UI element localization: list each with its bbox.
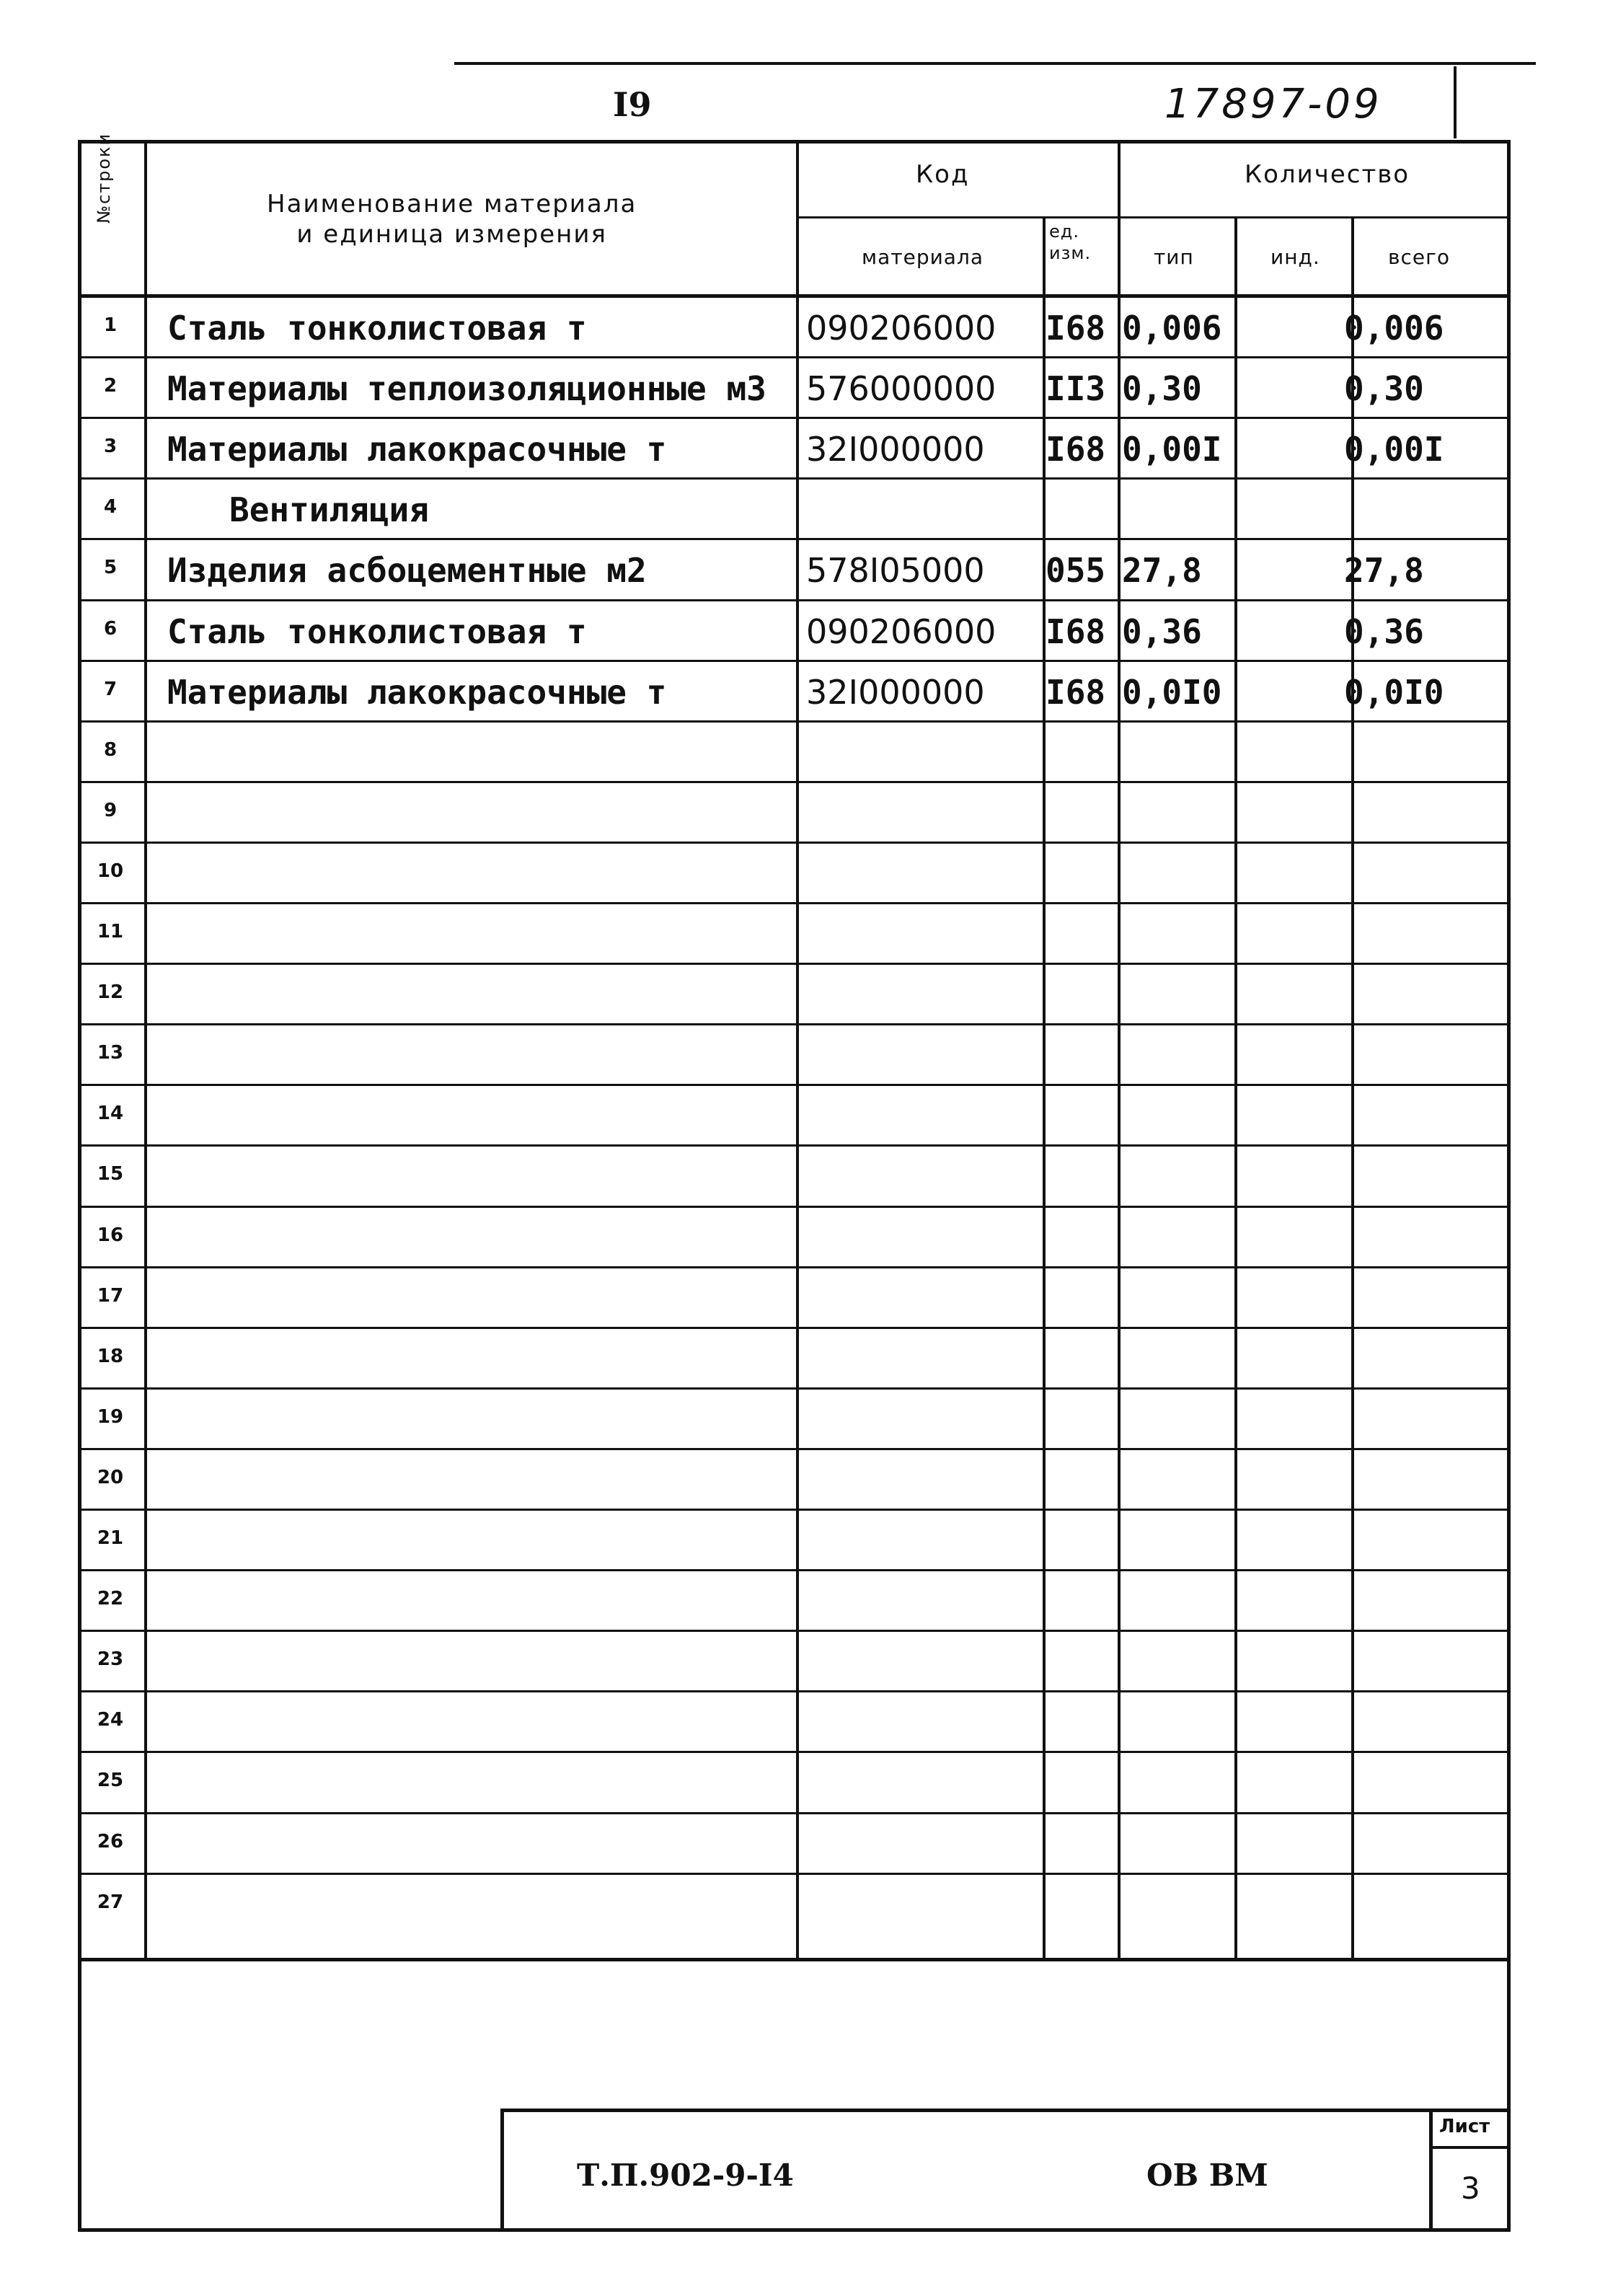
- page-number: I9: [613, 85, 652, 124]
- material-name: Сталь тонколистовая т: [167, 611, 587, 651]
- unit-code: 055: [1046, 551, 1106, 591]
- row-divider: [78, 538, 1511, 540]
- header-name-line2: и единица измерения: [296, 220, 607, 249]
- row-divider: [78, 417, 1511, 419]
- material-name: Изделия асбоцементные м2: [167, 551, 647, 591]
- row-divider: [78, 720, 1511, 723]
- frame-right: [1507, 140, 1511, 2231]
- material-name: Материалы теплоизоляционные м3: [167, 369, 766, 409]
- row-divider: [78, 599, 1511, 601]
- row-divider: [78, 1509, 1511, 1511]
- qty-total: 27,8: [1344, 551, 1424, 591]
- stamp-doc-code: Т.П.902-9-I4: [577, 2158, 794, 2193]
- material-name: Вентиляция: [229, 490, 429, 530]
- row-divider: [78, 1751, 1511, 1753]
- row-number: 13: [97, 1042, 124, 1064]
- header-qty-ind: инд.: [1270, 245, 1320, 269]
- stamp-section: ОВ ВМ: [1146, 2158, 1268, 2193]
- stamp-left-rule: [500, 2109, 504, 2231]
- row-divider: [78, 963, 1511, 965]
- stamp-top-rule: [500, 2109, 1510, 2112]
- table-bottom-rule: [78, 1958, 1511, 1961]
- row-number: 6: [103, 617, 118, 640]
- rownum-header-label: №строки: [94, 132, 114, 224]
- qty-total: 0,36: [1344, 611, 1424, 651]
- header-quantity: Количество: [1245, 160, 1410, 189]
- row-divider: [78, 1023, 1511, 1025]
- header-code-unit-line2: изм.: [1049, 243, 1092, 263]
- header-qty-total: всего: [1388, 245, 1450, 269]
- material-code: 32I000000: [806, 672, 985, 712]
- row-divider: [78, 842, 1511, 844]
- row-number: 8: [103, 738, 118, 761]
- row-number: 16: [97, 1224, 124, 1246]
- row-number: 20: [97, 1466, 124, 1488]
- row-divider: [78, 1144, 1511, 1147]
- row-number: 14: [97, 1103, 124, 1125]
- unit-code: I68: [1046, 672, 1106, 712]
- row-divider: [78, 1812, 1511, 1814]
- stamp-sheet-number: 3: [1461, 2171, 1480, 2206]
- header-subdivider-code: [799, 216, 1511, 218]
- material-code: 090206000: [806, 611, 996, 651]
- document-number: 17897-09: [1164, 81, 1382, 128]
- qty-total: 0,30: [1344, 369, 1424, 409]
- material-code: 32I000000: [806, 430, 985, 469]
- row-number: 22: [97, 1588, 124, 1610]
- column-divider: [144, 140, 147, 1960]
- qty-type: 0,0I0: [1122, 672, 1222, 712]
- row-number: 19: [97, 1405, 124, 1428]
- row-number: 3: [103, 436, 118, 458]
- unit-code: I68: [1046, 309, 1106, 348]
- frame-top: [78, 140, 1510, 144]
- row-divider: [78, 1084, 1511, 1086]
- material-name: Материалы лакокрасочные т: [167, 430, 667, 469]
- material-name: Материалы лакокрасочные т: [167, 672, 667, 712]
- material-code: 090206000: [806, 309, 996, 348]
- unit-code: I68: [1046, 430, 1106, 469]
- material-name: Сталь тонколистовая т: [167, 309, 587, 348]
- stamp-sheet-label: Лист: [1439, 2116, 1490, 2137]
- row-number: 24: [97, 1709, 124, 1731]
- row-divider: [78, 1387, 1511, 1390]
- qty-type: 0,30: [1122, 369, 1202, 409]
- row-divider: [78, 781, 1511, 783]
- row-number: 17: [97, 1284, 124, 1307]
- header-code-unit-line1: ед.: [1049, 221, 1079, 242]
- material-code: 578I05000: [806, 551, 985, 591]
- material-code: 576000000: [806, 369, 996, 409]
- header-code-unit: [1049, 221, 1091, 264]
- row-divider: [78, 1630, 1511, 1632]
- row-number: 18: [97, 1345, 124, 1367]
- header-bottom-rule: [78, 294, 1511, 298]
- row-number: 25: [97, 1770, 124, 1792]
- row-divider: [78, 1266, 1511, 1268]
- qty-type: 0,00I: [1122, 430, 1222, 469]
- column-divider: [1118, 140, 1121, 1960]
- row-divider: [78, 477, 1511, 480]
- row-number: 27: [97, 1891, 124, 1913]
- row-number: 23: [97, 1648, 124, 1671]
- header-code-material: материала: [862, 245, 984, 269]
- row-divider: [78, 356, 1511, 358]
- row-number: 10: [97, 860, 124, 882]
- row-divider: [78, 1690, 1511, 1692]
- header-qty-type: тип: [1154, 245, 1194, 269]
- row-number: 7: [103, 678, 118, 700]
- row-number: 2: [103, 375, 118, 397]
- top-rule: [454, 62, 1536, 65]
- unit-code: I68: [1046, 611, 1106, 651]
- column-divider: [796, 140, 799, 1960]
- row-divider: [78, 1448, 1511, 1450]
- row-number: 21: [97, 1527, 124, 1549]
- row-divider: [78, 660, 1511, 662]
- row-number: 15: [97, 1163, 124, 1185]
- row-divider: [78, 1873, 1511, 1875]
- row-number: 5: [103, 557, 118, 579]
- qty-type: 0,36: [1122, 611, 1202, 651]
- frame-bottom: [78, 2228, 1511, 2232]
- qty-total: 0,006: [1344, 309, 1444, 348]
- qty-total: 0,0I0: [1344, 672, 1444, 712]
- row-divider: [78, 1569, 1511, 1571]
- row-divider: [78, 902, 1511, 904]
- stamp-sheet-rule: [1429, 2146, 1510, 2149]
- qty-type: 27,8: [1122, 551, 1202, 591]
- qty-total: 0,00I: [1344, 430, 1444, 469]
- header-name: [267, 189, 637, 250]
- top-right-rule: [1454, 66, 1457, 138]
- row-number: 26: [97, 1830, 124, 1853]
- stamp-sheet-divider: [1429, 2109, 1433, 2231]
- row-number: 11: [97, 921, 124, 942]
- header-code: Код: [916, 160, 970, 189]
- row-divider: [78, 1327, 1511, 1329]
- row-number: 12: [97, 981, 124, 1004]
- header-name-line1: Наименование материала: [267, 190, 637, 218]
- qty-type: 0,006: [1122, 309, 1222, 348]
- unit-code: II3: [1046, 369, 1106, 409]
- row-number: 1: [103, 314, 118, 336]
- row-number: 4: [103, 496, 118, 518]
- row-divider: [78, 1206, 1511, 1208]
- row-number: 9: [103, 799, 118, 821]
